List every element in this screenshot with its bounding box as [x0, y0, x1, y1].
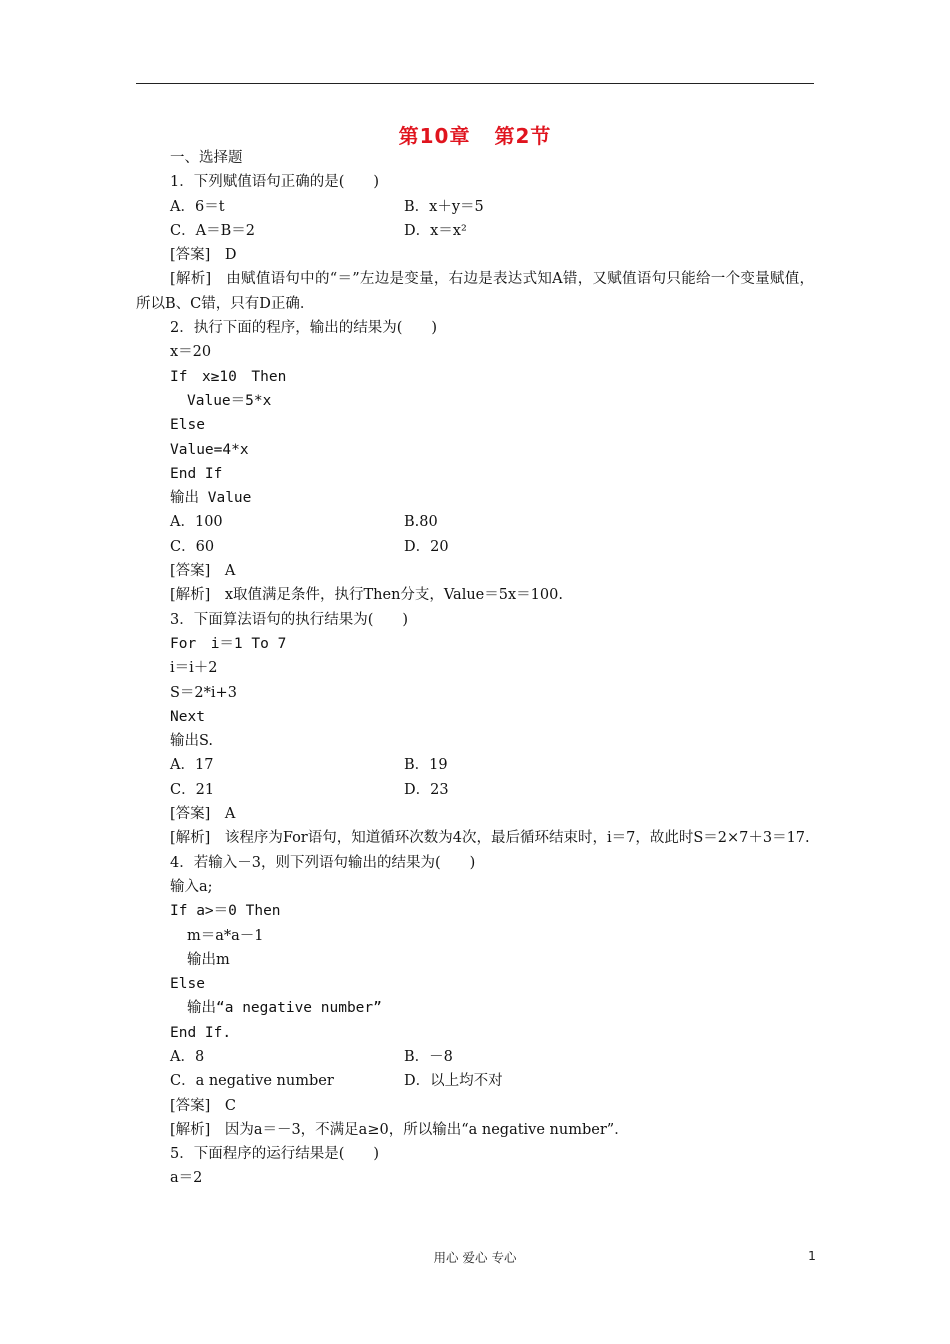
document-body	[136, 146, 814, 1191]
option-row	[136, 753, 814, 777]
option-row	[136, 778, 814, 802]
text-line: Else	[170, 417, 205, 434]
text-line: 输出 Value	[170, 490, 252, 507]
option-item: C．A＝B＝2	[170, 222, 255, 239]
option-row	[136, 510, 814, 534]
option-item: D．x＝x²	[404, 222, 467, 239]
option-item: C．a negative number	[170, 1073, 334, 1090]
text-line: Next	[170, 708, 205, 725]
chapter-title: 第10章	[398, 124, 471, 148]
text-line: 4．若输入－3，则下列语句输出的结果为( )	[170, 854, 476, 871]
option-item: D．23	[404, 781, 449, 798]
header-rule	[136, 83, 814, 84]
text-line: 输入a;	[170, 878, 213, 895]
text-line: [解析] 因为a＝－3，不满足a≥0，所以输出“a negative number”．	[170, 1121, 629, 1138]
option-row	[136, 535, 814, 559]
option-item: B．19	[404, 757, 448, 774]
text-line: [答案] A	[170, 806, 236, 823]
text-line: 输出S.	[170, 733, 214, 750]
text-line: a＝2	[170, 1170, 203, 1187]
text-line: 5．下面程序的运行结果是( )	[170, 1146, 380, 1163]
text-line: End If.	[170, 1024, 232, 1041]
text-line: i＝i＋2	[170, 660, 218, 677]
footer-text: 用心 爱心 专心	[433, 1250, 517, 1265]
page-number: 1	[808, 1248, 816, 1263]
option-item: A．6＝t	[170, 198, 225, 215]
text-line: 3．下面算法语句的执行结果为( )	[170, 611, 409, 628]
text-line: [答案] A	[170, 563, 236, 580]
text-line: Value=4*x	[170, 441, 249, 458]
text-line: End If	[170, 465, 223, 482]
text-line: 一、选择题	[170, 150, 243, 166]
text-line: For i＝1 To 7	[170, 635, 287, 652]
text-line: [答案] D	[170, 247, 237, 264]
option-row	[136, 1045, 814, 1069]
option-item: B．－8	[404, 1048, 453, 1065]
text-line: [解析] 该程序为For语句，知道循环次数为4次，最后循环结束时，i＝7，故此时S＝2×7＋3＝17.	[170, 830, 810, 847]
text-line: Else	[170, 976, 205, 993]
option-item: A．8	[170, 1048, 205, 1065]
page-title	[0, 120, 950, 149]
option-item: C．21	[170, 781, 215, 798]
option-item: B.80	[404, 514, 438, 531]
option-row	[136, 195, 814, 219]
text-line: 输出“a negative number”	[187, 1000, 382, 1017]
text-line: Value＝5*x	[187, 392, 272, 409]
option-item: D．以上均不对	[404, 1073, 503, 1090]
option-row	[136, 219, 814, 243]
text-line: S＝2*i+3	[170, 684, 237, 701]
text-line: x＝20	[170, 344, 212, 361]
option-item: A．100	[170, 514, 223, 531]
text-line: 1．下列赋值语句正确的是( )	[170, 174, 380, 191]
text-line: 2．执行下面的程序，输出的结果为( )	[170, 320, 438, 337]
option-item: A．17	[170, 757, 214, 774]
text-line: [答案] C	[170, 1097, 236, 1114]
option-item: D．20	[404, 538, 449, 555]
text-line: [解析] 由赋值语句中的“＝”左边是变量，右边是表达式知A错，又赋值语句只能给一个变量赋值，所以B、C错，只有D正确．	[136, 271, 814, 312]
option-row	[136, 1069, 814, 1093]
option-item: C．60	[170, 538, 215, 555]
option-item: B．x＋y＝5	[404, 198, 484, 215]
text-line: If a>＝0 Then	[170, 903, 281, 920]
section-title: 第2节	[494, 124, 552, 148]
text-line: 输出m	[187, 951, 230, 968]
text-line: If x≥10 Then	[170, 368, 287, 385]
text-line: m＝a*a－1	[187, 927, 264, 944]
text-line: [解析] x取值满足条件，执行Then分支，Value＝5x＝100.	[170, 587, 563, 604]
